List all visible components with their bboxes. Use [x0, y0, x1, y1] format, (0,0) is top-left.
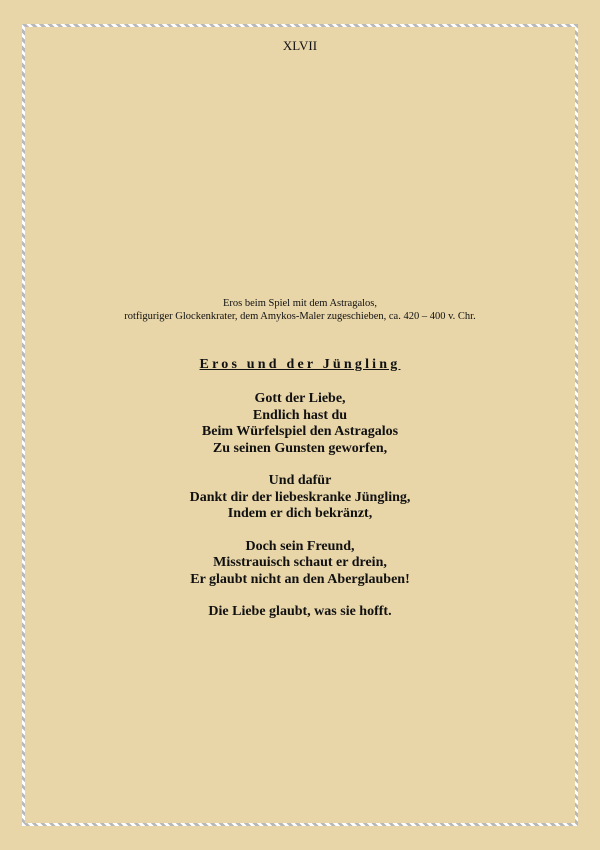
poem-title: Eros und der Jüngling	[199, 357, 401, 372]
verse-line: Und dafür	[268, 473, 332, 488]
verse-line: Indem er dich bekränzt,	[227, 506, 373, 521]
verse-line: Er glaubt nicht an den Aberglauben!	[190, 571, 410, 587]
verse-line: Misstrauisch schaut er drein,	[213, 555, 387, 570]
verse-line: Beim Würfelspiel den Astragalos	[201, 424, 399, 439]
verse-line: Zu seinen Gunsten geworfen,	[212, 440, 388, 456]
verse-line: Gott der Liebe,	[254, 391, 346, 406]
verse-line: Endlich hast du	[252, 407, 348, 423]
stanza-4	[0, 604, 600, 621]
stanza-2	[0, 473, 600, 523]
poem-body	[0, 391, 600, 637]
verse-line: Dankt dir der liebeskranke Jüngling,	[189, 489, 411, 505]
stanza-1	[0, 391, 600, 457]
page-number: XLVII	[282, 38, 318, 53]
caption-line-2: rotfiguriger Glockenkrater, dem Amykos-Maler zugeschieben, ca. 420 – 400 v. Chr.	[124, 311, 476, 322]
verse-line: Doch sein Freund,	[245, 538, 355, 554]
caption-line-1: Eros beim Spiel mit dem Astragalos,	[223, 298, 377, 309]
verse-line: Die Liebe glaubt, was sie hofft.	[208, 604, 392, 619]
image-caption	[0, 297, 600, 323]
stanza-3	[0, 539, 600, 589]
